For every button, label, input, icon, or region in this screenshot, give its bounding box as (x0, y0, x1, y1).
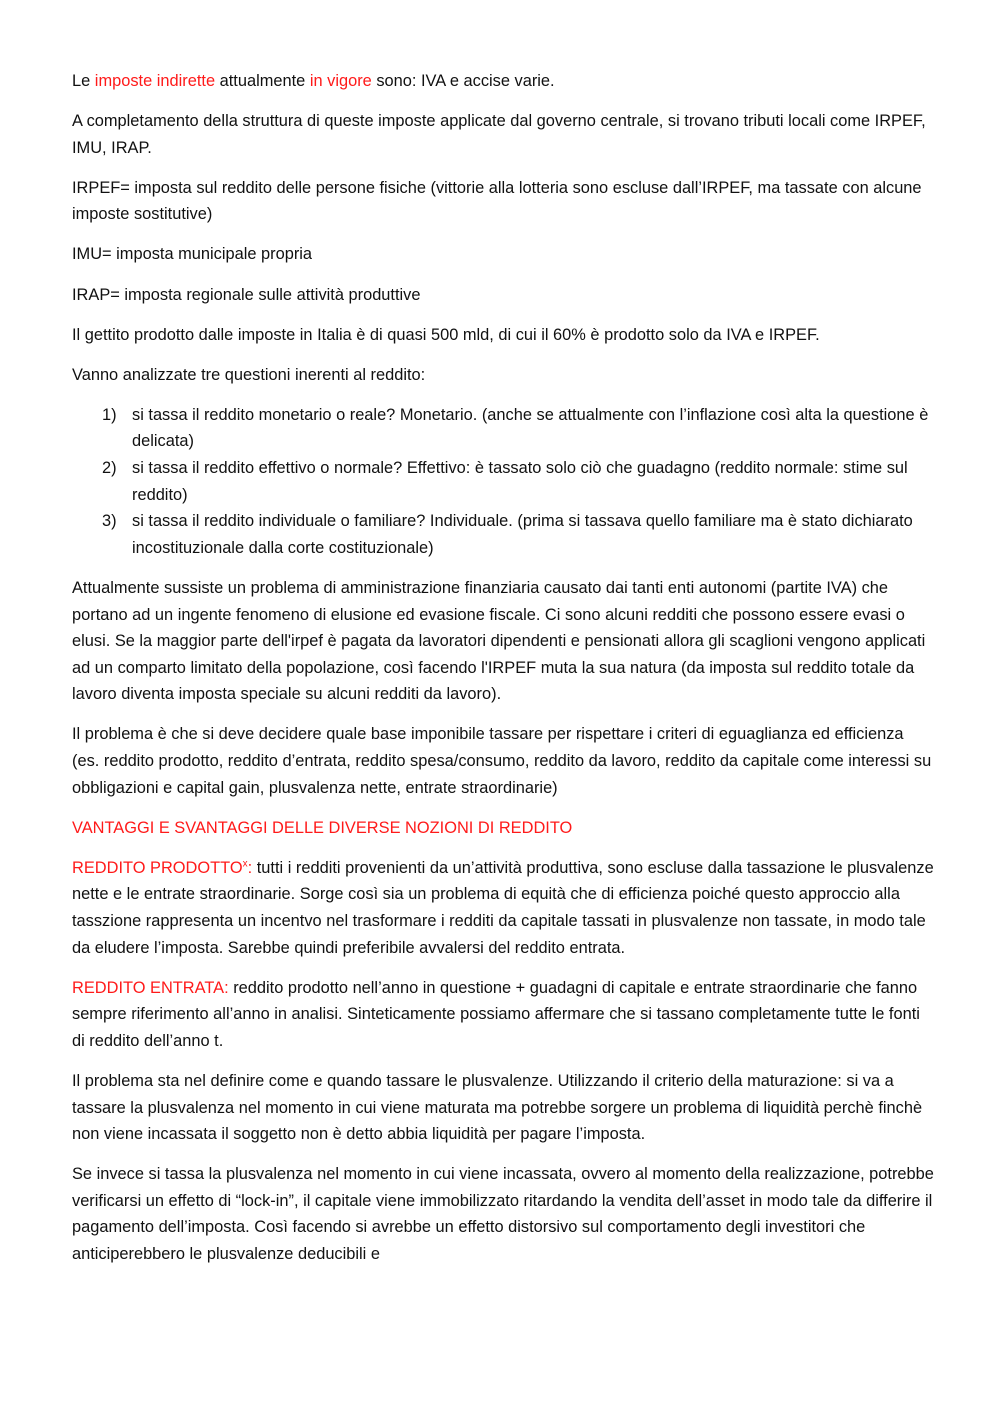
text-segment: sono: IVA e accise varie. (371, 72, 555, 90)
list-item (72, 508, 934, 561)
list-item-number: 3) (102, 512, 117, 531)
questions-list (72, 402, 934, 562)
term-reddito-prodotto (72, 859, 252, 877)
section-heading: VANTAGGI E SVANTAGGI DELLE DIVERSE NOZIONI DI REDDITO (72, 818, 573, 837)
term-label: REDDITO PRODOTTO (72, 858, 243, 877)
paragraph-tax-base-problem: Il problema è che si deve decidere quale base imponibile tassare per rispettare i criteri di eguaglianza ed efficienza (es. reddito prodotto, reddito d’entrata, reddito spesa/consumo, reddito da lavoro, reddito da capitale come interessi su obbligazioni e capital gain, plusvalenza nette, entrate straordinarie) (72, 725, 932, 797)
list-item-number: 1) (102, 405, 117, 424)
paragraph-reddito-prodotto (72, 855, 934, 961)
list-item-text: si tassa il reddito monetario o reale? Monetario. (anche se attualmente con l’inflazione così alta la questione è delicata) (132, 405, 929, 451)
list-item (72, 455, 934, 508)
list-item-text: si tassa il reddito effettivo o normale? Effettivo: è tassato solo ciò che guadagno (reddito normale: stime sul reddito) (132, 459, 908, 504)
paragraph-irpef-definition: IRPEF= imposta sul reddito delle persone fisiche (vittorie alla lotteria sono escluse dall’IRPEF, ma tassate con alcune imposte sostitutive) (72, 178, 922, 224)
paragraph-local-taxes: A completamento della struttura di queste imposte applicate dal governo centrale, si trovano tributi locali come IRPEF, IMU, IRAP. (72, 112, 926, 157)
text-segment: Le (72, 72, 95, 90)
highlight-in-force: in vigore (309, 72, 372, 90)
paragraph-tax-revenue: Il gettito prodotto dalle imposte in Italia è di quasi 500 mld, di cui il 60% è prodotto solo da IVA e IRPEF. (72, 325, 820, 344)
text-segment: attualmente (215, 72, 310, 90)
term-reddito-entrata: REDDITO ENTRATA: (72, 978, 229, 997)
list-item-number: 2) (102, 459, 117, 478)
paragraph-reddito-entrata (72, 975, 934, 1055)
paragraph-administration-problem: Attualmente sussiste un problema di amministrazione finanziaria causato dai tanti enti autonomi (partite IVA) che portano ad un ingente fenomeno di elusione ed evasione fiscale. Ci sono alcuni redditi che possono essere evasi o elusi. Se la maggior parte dell'irpef è pagata da lavoratori dipendenti e pensionati allora gli scaglioni vengono applicati ad un comparto limitato della popolazione, così facendo l'IRPEF muta la sua natura (da imposta sul reddito totale da lavoro diventa imposta speciale su alcuni redditi da lavoro). (72, 578, 926, 704)
term-definition: reddito prodotto nell’anno in questione + guadagni di capitale e entrate straordinarie che fanno sempre riferimento all’anno in analisi. Sinteticamente possiamo affermare che si tassano completamente tutte le fonti di reddito dell’anno t. (72, 978, 920, 1050)
paragraph-irap-definition: IRAP= imposta regionale sulle attività produttive (72, 285, 421, 304)
paragraph-three-questions-intro: Vanno analizzate tre questioni inerenti al reddito: (72, 365, 426, 384)
paragraph-imu-definition: IMU= imposta municipale propria (72, 245, 313, 264)
highlight-indirect-taxes: imposte indirette (94, 72, 216, 90)
paragraph-maturation-criterion: Il problema sta nel definire come e quando tassare le plusvalenze. Utilizzando il criterio della maturazione: si va a tassare la plusvalenza nel momento in cui viene maturata ma potrebbe sorgere un problema di liquidità perchè finchè non viene incassata il soggetto non è detto abbia liquidità per pagare l’imposta. (72, 1071, 923, 1144)
paragraph-realization-lock-in: Se invece si tassa la plusvalenza nel momento in cui viene incassata, ovvero al momento della realizzazione, potrebbe verificarsi un effetto di “lock-in”, il capitale viene immobilizzato ritardando la vendita dell’asset in modo tale da differire il pagamento dell’imposta. Così facendo si avrebbe un effetto distorsivo sul comportamento degli investitori che anticiperebbero le plusvalenze deducibili e (72, 1165, 934, 1263)
term-colon: : (247, 858, 253, 877)
list-item-text: si tassa il reddito individuale o familiare? Individuale. (prima si tassava quello familiare ma è stato dichiarato incostituzionale dalla corte costituzionale) (132, 512, 913, 557)
paragraph-indirect-taxes (72, 68, 934, 95)
list-item (72, 402, 934, 455)
document-page (72, 68, 934, 1281)
term-superscript: x (242, 858, 248, 870)
term-definition: tutti i redditi provenienti da un’attività produttiva, sono escluse dalla tassazione le plusvalenze nette e le entrate straordinarie. Sorge così sia un problema di equità che di efficienza poiché questo approccio alla tasszione rappresenta un incentvo nel trasformare i redditi da capitale tassati in plusvalenze non tassate, in modo tale da eludere l’imposta. Sarebbe quindi preferibile avvalersi del reddito entrata. (72, 858, 934, 957)
